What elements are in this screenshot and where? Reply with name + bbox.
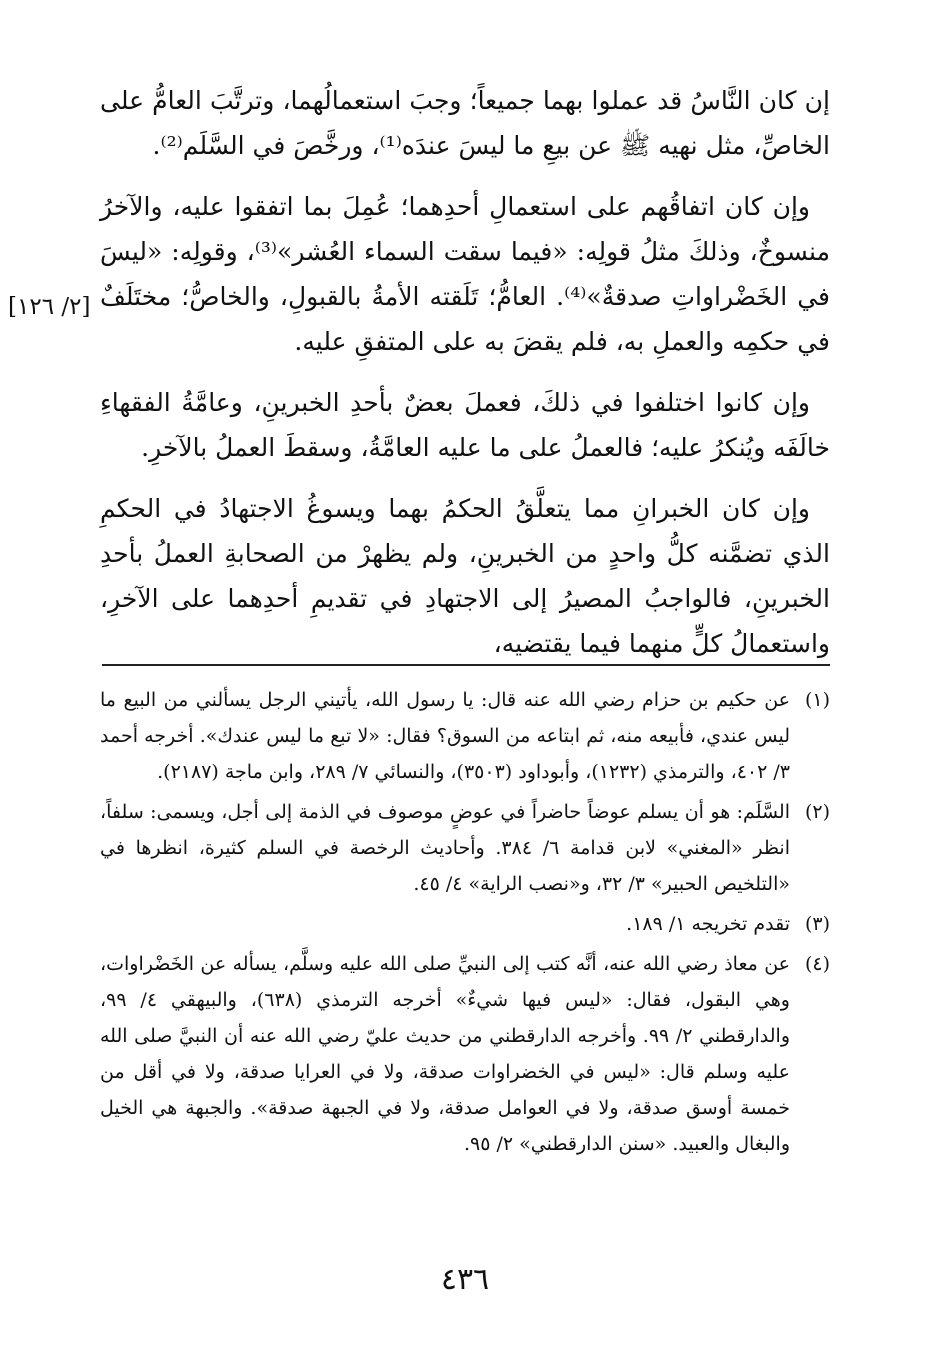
footnote-text: تقدم تخريجه ١/ ١٨٩. (626, 913, 790, 935)
paragraph-3: وإن كانوا اختلفوا في ذلكَ، فعملَ بعضٌ بأحدِ الخبرينِ، وعامَّةُ الفقهاءِ خالَفَه ويُنكرُ عليه؛ فالعملُ على ما عليه العامَّةُ، وسقطَ العملُ بالآخرِ. (100, 388, 830, 462)
footnote-text: عن معاذ رضي الله عنه، أنَّه كتب إلى النبيِّ صلى الله عليه وسلَّم، يسأله عن الخَضْراوات، وهي البقول، فقال: «ليس فيها شيءٌ» أخرجه الترمذي (٦٣٨)، والبيهقي ٤/ ٩٩، والدارقطني ٢/ ٩٩. وأخرجه الدارقطني من حديث عليّ رضي الله عنه أن النبيَّ صلى الله عليه وسلم قال: «ليس في الخضراوات صدقة، ولا في العرايا صدقة، ولا في أقل من خمسة أوسق صدقة، ولا في العوامل صدقة، ولا في الجبهة صدقة». والجبهة هي الخيل والبغال والعبيد. «سنن الدارقطني» ٢/ ٩٥. (100, 953, 791, 1155)
paragraph-4: وإن كان الخبرانِ مما يتعلَّقُ الحكمُ بهما ويسوغُ الاجتهادُ في الحكمِ الذي تضمَّنه كلُّ واحدٍ من الخبرينِ، ولم يظهرْ من الصحابةِ العملُ بأحدِ الخبرينِ، فالواجبُ المصيرُ إلى الاجتهادِ في تقديمِ أحدِهما على الآخرِ، واستعمالُ كلٍّ منهما فيما يقتضيه، (100, 494, 830, 658)
footnote-number: (٢) (804, 801, 830, 823)
footnote-1 (100, 682, 830, 790)
footnote-3 (100, 906, 830, 942)
margin-volume-page-reference: [٢/ ١٢٦] (8, 294, 91, 320)
paragraph-1: إن كان النَّاسُ قد عملوا بهما جميعاً؛ وجبَ استعمالُهما، وترتَّبَ العامُّ على الخاصِّ، مثل نهيه ﷺ عن بيعِ ما ليسَ عندَه⁽¹⁾، ورخَّصَ في السَّلَم⁽²⁾. (100, 86, 830, 160)
footnote-separator (102, 664, 830, 666)
footnote-number: (١) (804, 689, 830, 711)
footnote-4 (100, 946, 830, 1162)
paragraph-2: وإن كان اتفاقُهم على استعمالِ أحدِهما؛ عُمِلَ بما اتفقوا عليه، والآخرُ منسوخٌ، وذلكَ مثلُ قولِه: «فيما سقت السماء العُشر»⁽³⁾، وقولِه: «ليسَ في الخَضْراواتِ صدقةٌ»⁽⁴⁾. العامُّ؛ تَلَقته الأمةُ بالقبولِ، والخاصُّ؛ مختَلَفٌ في حكمِه والعملِ به، فلم يقضَ به على المتفقِ عليه. (100, 192, 830, 356)
footnote-text: السَّلَم: هو أن يسلم عوضاً حاضراً في عوضٍ موصوف في الذمة إلى أجل، ويسمى: سلفاً، انظر «المغني» لابن قدامة ٦/ ٣٨٤. وأحاديث الرخصة في السلم كثيرة، انظرها في «التلخيص الحبير» ٣/ ٣٢، و«نصب الراية» ٤/ ٤٥. (100, 801, 790, 895)
footnote-number: (٤) (804, 953, 831, 975)
page-number: ٤٣٦ (440, 1262, 490, 1297)
footnote-number: (٣) (804, 913, 830, 935)
footnote-2 (100, 794, 830, 902)
footnote-text: عن حكيم بن حزام رضي الله عنه قال: يا رسول الله، يأتيني الرجل يسألني من البيع ما ليس عندي، فأبيعه منه، ثم ابتاعه من السوق؟ فقال: «لا تبع ما ليس عندك». أخرجه أحمد ٣/ ٤٠٢، والترمذي (١٢٣٢)، وأبوداود (٣٥٠٣)، والنسائي ٧/ ٢٨٩، وابن ماجة (٢١٨٧). (100, 689, 790, 783)
main-text (100, 78, 830, 682)
footnotes (100, 682, 830, 1166)
